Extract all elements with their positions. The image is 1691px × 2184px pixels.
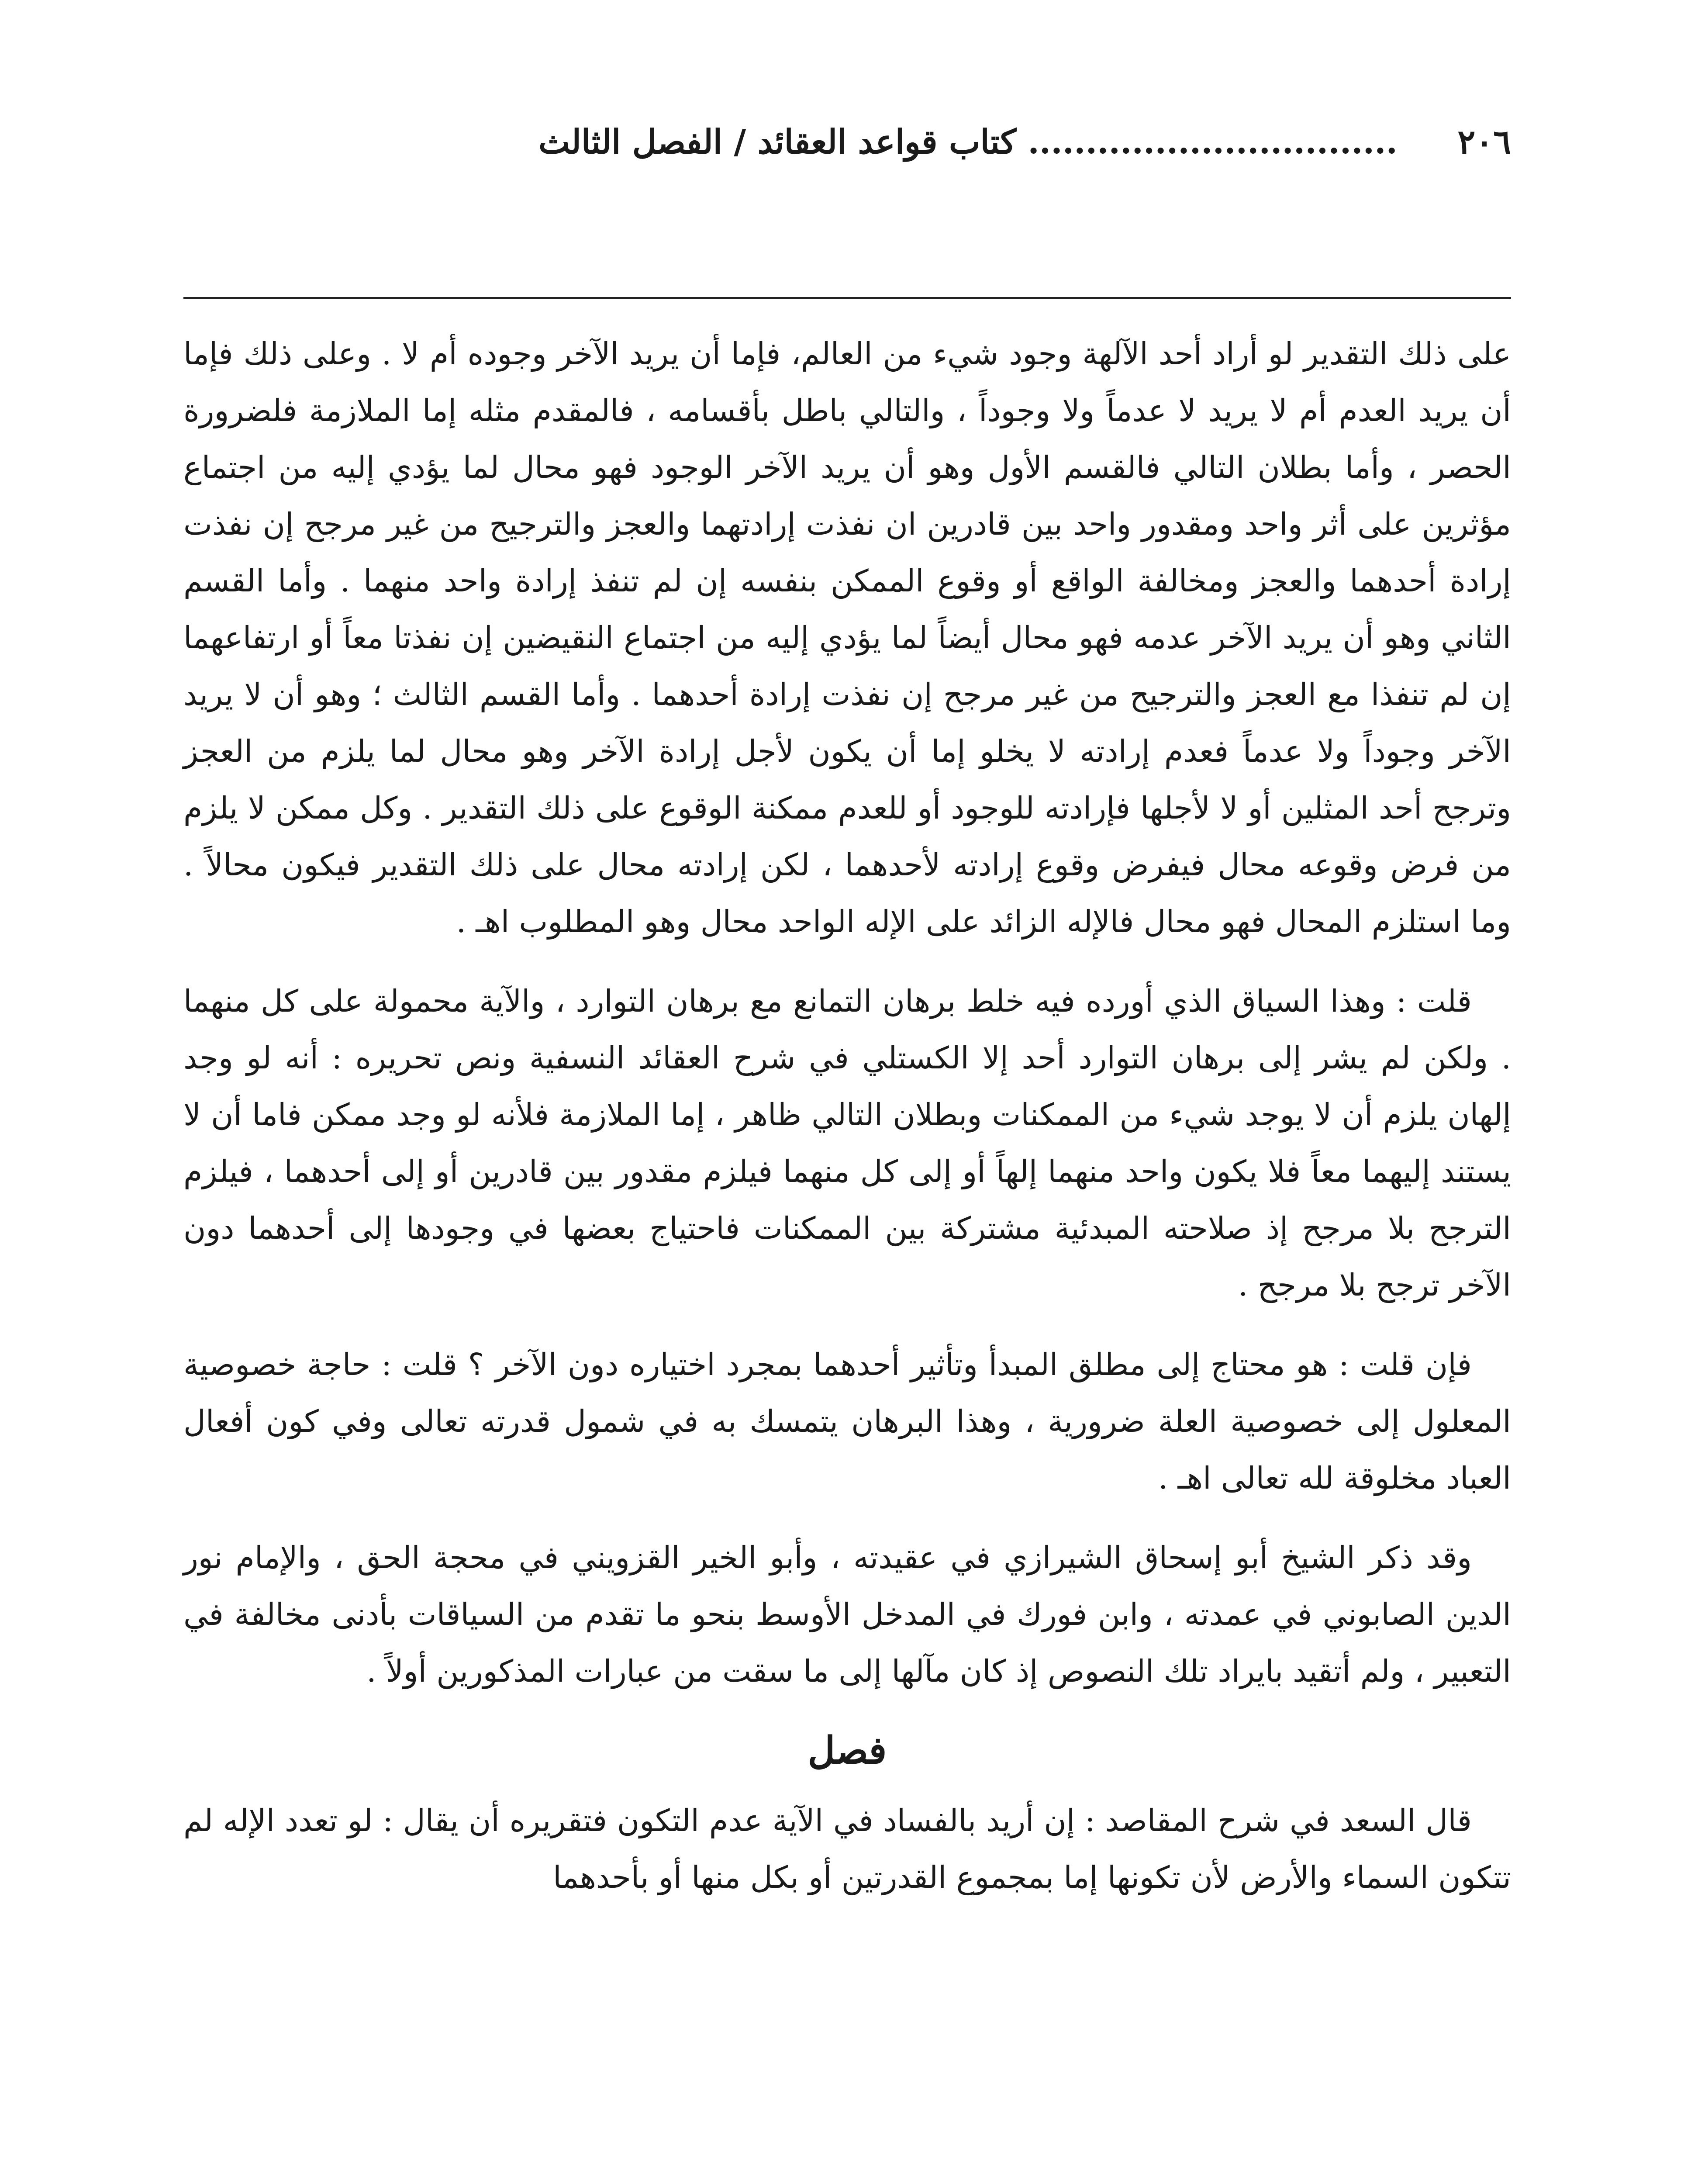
section-heading: فصل bbox=[808, 1728, 887, 1773]
header-rule bbox=[183, 297, 1511, 299]
running-title bbox=[538, 122, 1398, 161]
page-number: ٢٠٦ bbox=[1457, 122, 1511, 161]
running-title-text: كتاب قواعد العقائد / الفصل الثالث bbox=[538, 122, 1016, 161]
paragraph-2: قلت : وهذا السياق الذي أورده فيه خلط برهان التمانع مع برهان التوارد ، والآية محمولة على كل منهما . ولكن لم يشر إلى برهان التوارد أحد إلا الكستلي في شرح العقائد النسفية ونص تحريره : أنه لو وجد إلهان يلزم أن لا يوجد شيء من الممكنات وبطلان التالي ظاهر ، إما الملازمة فلأنه لو وجد ممكن فاما أن لا يستند إليهما معاً فلا يكون واحد منهما إلهاً أو إلى كل منهما فيلزم مقدور بين قادرين أو إلى أحدهما ، فيلزم الترجح بلا مرجح إذ صلاحته المبدئية مشتركة بين الممكنات فاحتياج بعضها في وجودها إلى أحدهما دون الآخر ترجح بلا مرجح . bbox=[183, 983, 1511, 1303]
body-text bbox=[183, 325, 1511, 1928]
page-header bbox=[183, 122, 1511, 183]
paragraph-5: قال السعد في شرح المقاصد : إن أريد بالفساد في الآية عدم التكون فتقريره أن يقال : لو تعدد الإله لم تتكون السماء والأرض لأن تكونها إما بمجموع القدرتين أو بكل منها أو بأحدهما bbox=[183, 1803, 1511, 1895]
header-dots: ................................ bbox=[1028, 122, 1398, 161]
paragraph-3: فإن قلت : هو محتاج إلى مطلق المبدأ وتأثير أحدهما بمجرد اختياره دون الآخر ؟ قلت : حاجة خصوصية المعلول إلى خصوصية العلة ضرورية ، وهذا البرهان يتمسك به في شمول قدرته تعالى وفي كون أفعال العباد مخلوقة لله تعالى اهـ . bbox=[183, 1347, 1511, 1496]
paragraph-4: وقد ذكر الشيخ أبو إسحاق الشيرازي في عقيدته ، وأبو الخير القزويني في محجة الحق ، والإمام نور الدين الصابوني في عمدته ، وابن فورك في المدخل الأوسط بنحو ما تقدم من السياقات بأدنى مخالفة في التعبير ، ولم أتقيد بايراد تلك النصوص إذ كان مآلها إلى ما سقت من عبارات المذكورين أولاً . bbox=[183, 1540, 1511, 1689]
paragraph-1: على ذلك التقدير لو أراد أحد الآلهة وجود شيء من العالم، فإما أن يريد الآخر وجوده أم لا . وعلى ذلك فإما أن يريد العدم أم لا يريد لا عدماً ولا وجوداً ، والتالي باطل بأقسامه ، فالمقدم مثله إما الملازمة فلضرورة الحصر ، وأما بطلان التالي فالقسم الأول وهو أن يريد الآخر الوجود فهو محال لما يؤدي إليه من اجتماع مؤثرين على أثر واحد ومقدور واحد بين قادرين ان نفذت إرادتهما والعجز والترجيح من غير مرجح إن نفذت إرادة أحدهما والعجز ومخالفة الواقع أو وقوع الممكن بنفسه إن لم تنفذ إرادة واحد منهما . وأما القسم الثاني وهو أن يريد الآخر عدمه فهو محال أيضاً لما يؤدي إليه من اجتماع النقيضين إن نفذتا معاً أو ارتفاعهما إن لم تنفذا مع العجز والترجيح من غير مرجح إن نفذت إرادة أحدهما . وأما القسم الثالث ؛ وهو أن لا يريد الآخر وجوداً ولا عدماً فعدم إرادته لا يخلو إما أن يكون لأجل إرادة الآخر وهو محال لما يلزم من العجز وترجح أحد المثلين أو لا لأجلها فإرادته للوجود أو للعدم ممكنة الوقوع على ذلك التقدير . وكل ممكن لا يلزم من فرض وقوعه محال فيفرض وقوع إرادته لأحدهما ، لكن إرادته محال على ذلك التقدير فيكون محالاً . وما استلزم المحال فهو محال فالإله الزائد على الإله الواحد محال وهو المطلوب اهـ . bbox=[183, 336, 1511, 940]
